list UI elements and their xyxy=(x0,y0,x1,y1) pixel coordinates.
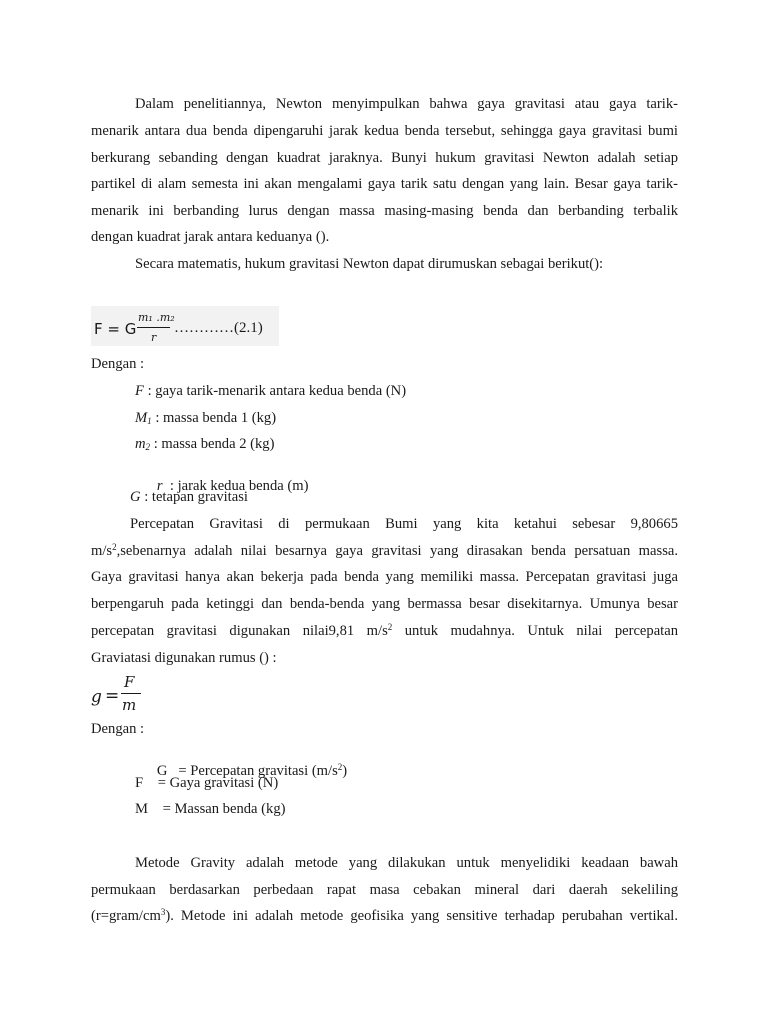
formula-lhs: F = G xyxy=(94,320,137,338)
superscript: 2 xyxy=(387,622,393,632)
fraction-bar xyxy=(121,693,141,694)
definition-item xyxy=(130,490,248,505)
text-span: untuk mudahnya. Untuk nilai percepatan xyxy=(392,623,679,639)
text-line: dengan kuadrat jarak antara keduanya (). xyxy=(91,229,330,245)
text-line: partikel di alam semesta ini akan mengalami gaya tarik satu dengan yang lain. Besar gaya tarik- xyxy=(91,176,678,192)
formula-2-1 xyxy=(91,306,279,346)
formula-g-equals-f-over-m xyxy=(91,672,151,718)
text-line: berkurang sebanding dengan kuadrat jaraknya. Bunyi hukum gravitasi Newton adalah setiap xyxy=(91,150,678,166)
symbol-subscript: 2 xyxy=(145,442,151,452)
formula-denominator: r xyxy=(151,331,157,344)
text-line xyxy=(91,909,678,924)
definition-item: M = Massan benda (kg) xyxy=(135,801,286,817)
text-span: ,sebenarnya adalah nilai besarnya gaya gravitasi yang dirasakan benda persatuan massa. xyxy=(116,543,678,559)
symbol: m xyxy=(135,436,146,452)
superscript: 2 xyxy=(337,761,343,772)
definition-text: : jarak kedua benda (m) xyxy=(162,477,309,494)
symbol: r xyxy=(156,477,163,494)
text-line: Graviatasi digunakan rumus () : xyxy=(91,650,277,666)
text-line: Metode Gravity adalah metode yang dilakukan untuk menyelidiki keadaan bawah xyxy=(135,855,678,871)
fraction-bar xyxy=(137,327,170,328)
text-line: Percepatan Gravitasi di permukaan Bumi yang kita ketahui sebesar 9,80665 xyxy=(130,516,678,532)
definition-text: : tetapan gravitasi xyxy=(140,489,248,505)
text-span: m/s xyxy=(91,543,113,559)
symbol: F xyxy=(135,383,144,399)
text-span: (r=gram/cm xyxy=(91,908,161,924)
definition-item xyxy=(135,411,276,426)
text-line: permukaan berdasarkan perbedaan rapat masa cebakan mineral dari daerah sekeliling xyxy=(91,882,678,898)
definition-text: : massa benda 2 (kg) xyxy=(150,436,275,452)
symbol: M xyxy=(135,410,148,426)
dengan-label: Dengan : xyxy=(91,721,145,737)
symbol: G xyxy=(130,489,141,505)
formula-denominator: m xyxy=(122,696,137,714)
definition-item xyxy=(135,437,274,452)
superscript: 3 xyxy=(160,907,166,917)
text-line: Dalam penelitiannya, Newton menyimpulkan bahwa gaya gravitasi atau gaya tarik- xyxy=(135,96,678,112)
definition-item: F = Gaya gravitasi (N) xyxy=(135,775,279,791)
definition-item xyxy=(135,384,406,399)
text-line: berpengaruh pada ketinggi dan benda-benda yang bermassa besar disekitarnya. Umunya besar xyxy=(91,596,678,612)
superscript: 2 xyxy=(112,542,117,552)
definition-text: : massa benda 1 (kg) xyxy=(151,410,277,426)
text-line xyxy=(91,624,678,639)
equals-sign: = xyxy=(105,686,120,706)
formula-numerator: F xyxy=(124,673,135,691)
paragraph-formula-intro: Secara matematis, hukum gravitasi Newton dapat dirumuskan sebagai berikut(): xyxy=(135,256,604,272)
definition-text: G = Percepatan gravitasi (m/s xyxy=(156,762,338,779)
formula-lhs: g xyxy=(91,687,102,707)
dengan-label: Dengan : xyxy=(91,356,145,372)
text-line: menarik antara dua benda dipengaruhi jarak kedua benda tersebut, sehingga gaya gravitasi bumi xyxy=(91,123,678,139)
text-span: ) xyxy=(342,762,348,779)
text-span: percepatan gravitasi digunakan nilai9,81 m/s xyxy=(91,623,388,639)
formula-number: …………(2.1) xyxy=(174,320,263,336)
text-line: menarik ini berbanding lurus dengan massa masing-masing benda dan berbanding terbalik xyxy=(91,203,678,219)
symbol-subscript: 1 xyxy=(147,416,152,426)
text-line xyxy=(91,544,678,559)
text-span: ). Metode ini adalah metode geofisika yang sensitive terhadap perubahan vertikal. xyxy=(165,908,678,924)
definition-text: : gaya tarik-menarik antara kedua benda (N) xyxy=(143,383,407,399)
text-line: Gaya gravitasi hanya akan bekerja pada benda yang memiliki massa. Percepatan gravitasi juga xyxy=(91,569,678,585)
formula-numerator: m₁ .m₂ xyxy=(138,311,175,324)
